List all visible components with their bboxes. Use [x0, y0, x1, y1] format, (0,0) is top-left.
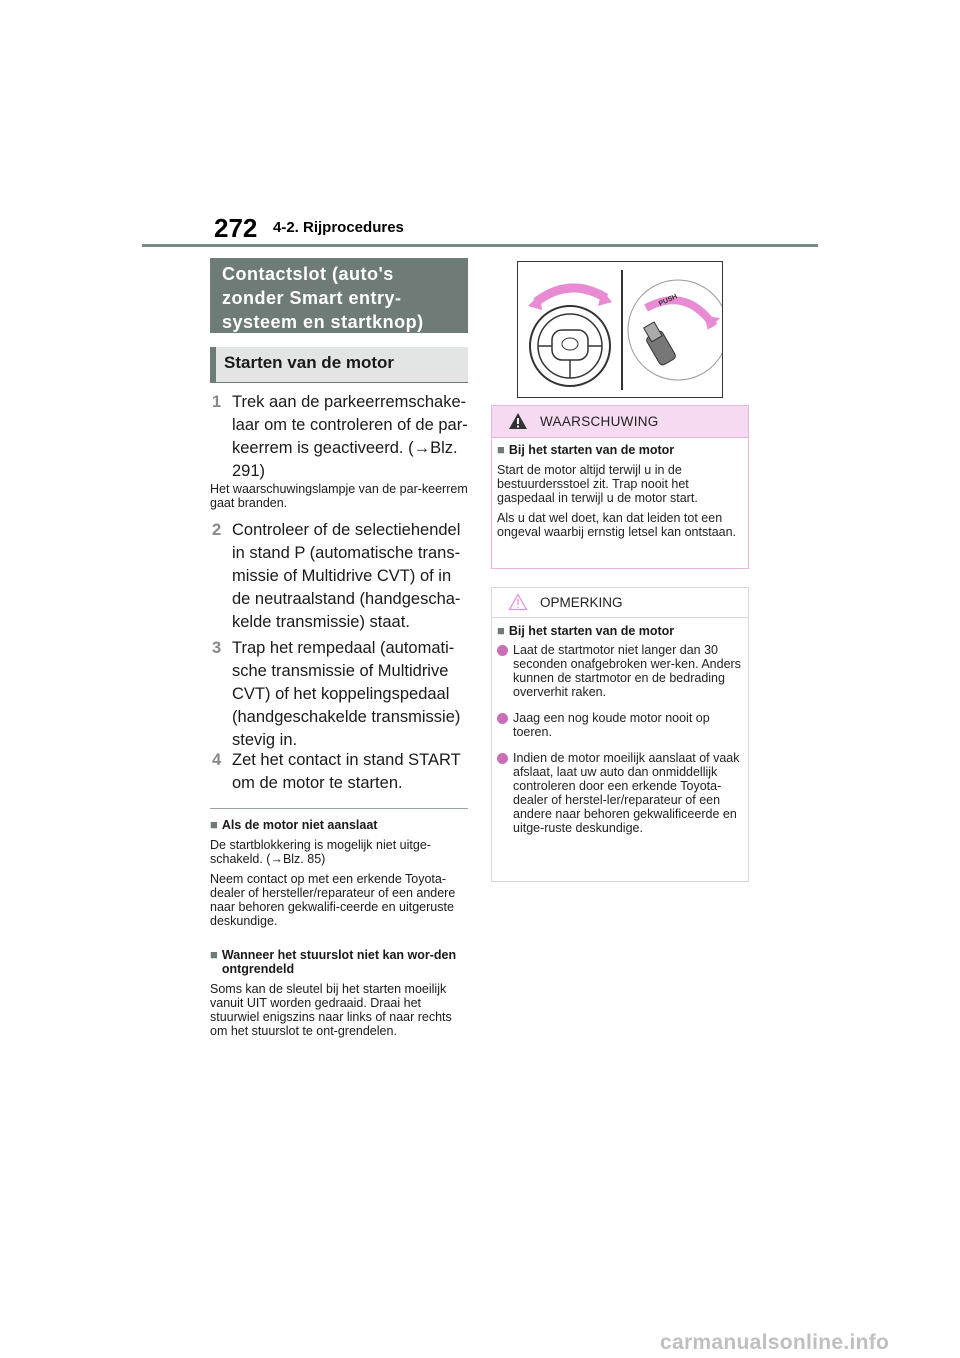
- step-text: Controleer of de selectiehendel in stand P (automatische trans-missie of Multidrive CVT) of in de neutraalstand (handgescha-kelde transmissie) staat.: [232, 521, 461, 631]
- divider: [210, 808, 468, 809]
- bullet-dot-icon: [497, 645, 508, 656]
- page-number: 272: [214, 213, 258, 243]
- warning-triangle-icon: [508, 412, 528, 430]
- steering-key-illustration: [517, 261, 723, 398]
- notice-title: OPMERKING: [540, 595, 623, 610]
- warning-header: [492, 406, 748, 438]
- step-number: 2: [212, 521, 222, 539]
- info-block-2: [210, 948, 468, 1038]
- info-heading: ■ Als de motor niet aanslaat: [210, 817, 378, 832]
- step-number: 1: [212, 393, 222, 411]
- info-heading: ■ Wanneer het stuurslot niet kan wor-den ontgrendeld: [210, 947, 457, 976]
- steering-wheel-icon: [528, 288, 612, 386]
- step-1: [212, 391, 468, 483]
- notice-heading: ■ Bij het starten van de motor: [497, 623, 675, 638]
- step-number: 4: [212, 751, 222, 769]
- step-text: Zet het contact in stand START om de motor te starten.: [232, 751, 461, 792]
- warning-box: [491, 405, 749, 569]
- warning-body: [497, 443, 743, 539]
- step-note: Het waarschuwingslampje van de par-keerrem gaat branden.: [210, 482, 468, 510]
- square-bullet-icon: ■: [210, 947, 218, 962]
- info-paragraph: De startblokkering is mogelijk niet uitge-schakeld. (→Blz. 85): [210, 838, 431, 866]
- square-bullet-icon: ■: [497, 623, 505, 638]
- square-bullet-icon: ■: [497, 442, 505, 457]
- warning-title: WAARSCHUWING: [540, 414, 659, 429]
- step-4: [212, 749, 468, 795]
- notice-bullet: Laat de startmotor niet langer dan 30 seconden onafgebroken wer-ken. Anders kunnen de startmotor en de bedrading oververhit raken.: [497, 643, 743, 699]
- caution-triangle-icon: [508, 593, 528, 611]
- step-text: Trap het rempedaal (automati-sche transmissie of Multidrive CVT) of het koppelingspedaal (handgeschakelde transmissie) stevig in.: [232, 639, 461, 749]
- step-number: 3: [212, 639, 222, 657]
- info-paragraph: Neem contact op met een erkende Toyota-dealer of hersteller/reparateur of een andere naar behoren gekwalifi-ceerde en uitgeruste deskundige.: [210, 872, 456, 928]
- step-2: [212, 519, 468, 634]
- notice-bullet: Jaag een nog koude motor nooit op toeren.: [497, 711, 743, 739]
- notice-header: [492, 588, 748, 618]
- square-bullet-icon: ■: [210, 817, 218, 832]
- sub-heading: Starten van de motor: [210, 347, 468, 383]
- footer-watermark: carmanualsonline.info: [660, 1331, 890, 1354]
- info-block-1: [210, 818, 468, 928]
- section-heading: Contactslot (auto's zonder Smart entry-systeem en startknop): [222, 264, 424, 332]
- illustration-svg: [518, 262, 722, 397]
- ignition-key-icon: [628, 280, 722, 380]
- warning-paragraph: Start de motor altijd terwijl u in de bestuurdersstoel zit. Trap nooit het gaspedaal in terwijl u de motor start.: [497, 463, 698, 505]
- section-title: 4-2. Rijprocedures: [273, 219, 404, 236]
- notice-body: [497, 624, 743, 835]
- push-label: PUSH: [657, 293, 679, 308]
- info-paragraph: Soms kan de sleutel bij het starten moeilijk vanuit UIT worden gedraaid. Draai het stuurwiel enigszins naar links of naar rechts om het stuurslot te ont-grendelen.: [210, 982, 452, 1038]
- warning-paragraph: Als u dat wel doet, kan dat leiden tot een ongeval waarbij ernstig letsel kan ontstaan.: [497, 511, 737, 539]
- bullet-dot-icon: [497, 753, 508, 764]
- notice-box: [491, 587, 749, 882]
- step-3: [212, 637, 468, 752]
- step-text: Trek aan de parkeerremschake-laar om te controleren of de par-keerrem is geactiveerd. (→Blz. 291): [232, 393, 468, 480]
- warning-heading: ■ Bij het starten van de motor: [497, 442, 675, 457]
- section-heading-box: [210, 258, 468, 333]
- header-rule: [142, 244, 818, 247]
- bullet-dot-icon: [497, 713, 508, 724]
- notice-bullet: Indien de motor moeilijk aanslaat of vaak afslaat, laat uw auto dan onmiddellijk controleren door een erkende Toyota-dealer of herstel-ler/reparateur of een andere naar behoren gekwalificeerde en uitge-ruste deskundige.: [497, 751, 743, 835]
